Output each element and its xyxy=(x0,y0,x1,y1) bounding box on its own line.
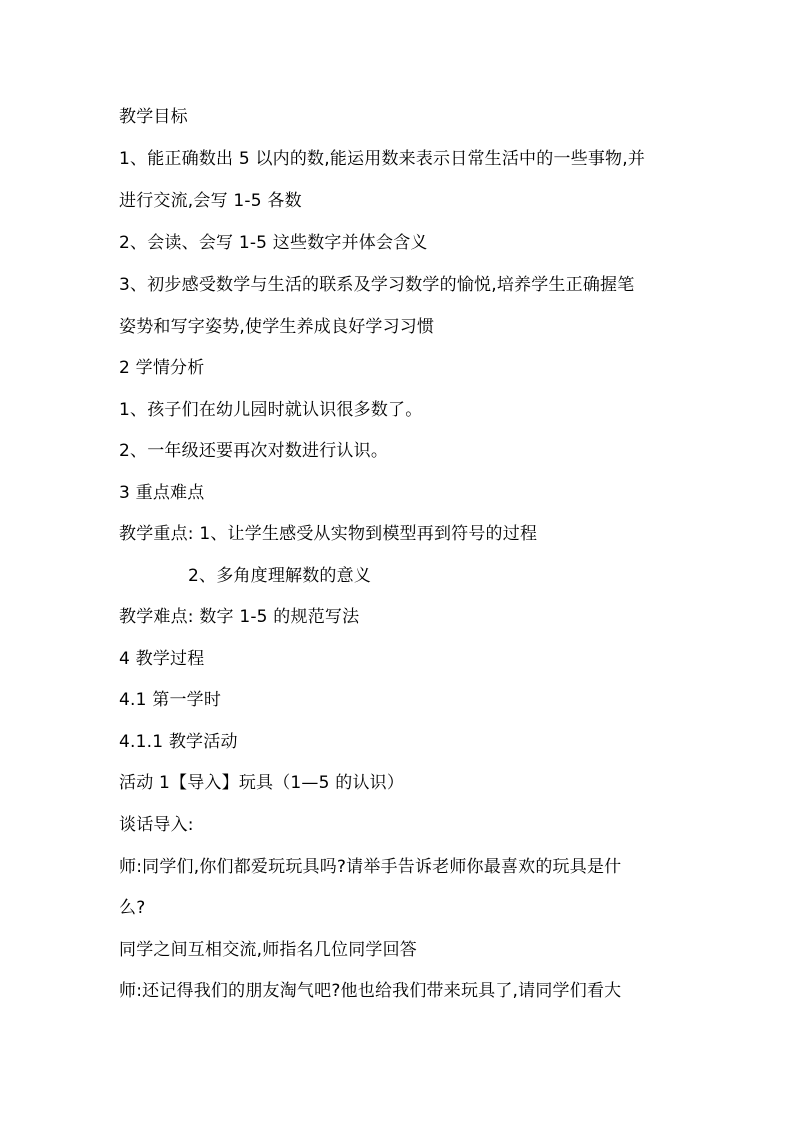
difficult-point: 教学难点: 数字 1-5 的规范写法 xyxy=(119,607,360,627)
heading-key-difficult-points: 3 重点难点 xyxy=(119,483,205,503)
key-point-1: 教学重点: 1、让学生感受从实物到模型再到符号的过程 xyxy=(119,524,538,544)
analysis-item-2: 2、一年级还要再次对数进行认识。 xyxy=(119,441,389,461)
heading-teaching-activity: 4.1.1 教学活动 xyxy=(119,732,238,752)
heading-learning-analysis: 2 学情分析 xyxy=(119,358,205,378)
goal-2: 2、会读、会写 1-5 这些数字并体会含义 xyxy=(119,233,428,253)
talk-intro-label: 谈话导入: xyxy=(119,815,194,835)
students-exchange: 同学之间互相交流,师指名几位同学回答 xyxy=(119,940,418,960)
goal-3-line-1: 3、初步感受数学与生活的联系及学习数学的愉悦,培养学生正确握笔 xyxy=(119,275,635,295)
teacher-question-line-1: 师:同学们,你们都爱玩玩具吗?请举手告诉老师你最喜欢的玩具是什 xyxy=(119,857,622,877)
goal-1-line-1: 1、能正确数出 5 以内的数,能运用数来表示日常生活中的一些事物,并 xyxy=(119,149,646,169)
goal-3-line-2: 姿势和写字姿势,使学生养成良好学习习惯 xyxy=(119,317,435,337)
key-point-2: 2、多角度理解数的意义 xyxy=(188,566,372,586)
heading-first-lesson: 4.1 第一学时 xyxy=(119,690,222,710)
teacher-question-line-2: 么? xyxy=(119,898,146,918)
teacher-remark: 师:还记得我们的朋友淘气吧?他也给我们带来玩具了,请同学们看大 xyxy=(119,981,622,1001)
heading-teaching-goals: 教学目标 xyxy=(119,107,188,127)
analysis-item-1: 1、孩子们在幼儿园时就认识很多数了。 xyxy=(119,400,423,420)
goal-1-line-2: 进行交流,会写 1-5 各数 xyxy=(119,191,302,211)
heading-teaching-process: 4 教学过程 xyxy=(119,649,205,669)
activity-1-title: 活动 1【导入】玩具（1—5 的认识） xyxy=(119,773,405,793)
